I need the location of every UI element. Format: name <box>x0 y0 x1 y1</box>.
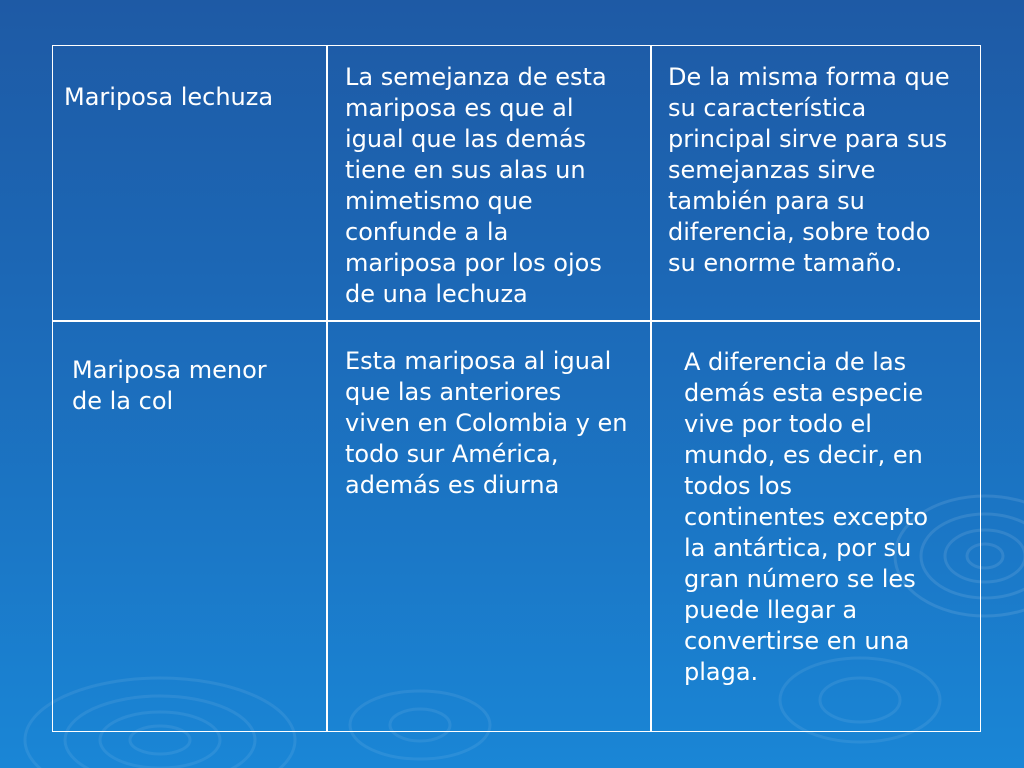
text-line: su característica <box>668 94 867 122</box>
cell-difference <box>651 46 980 321</box>
species-name-text <box>72 355 267 417</box>
text-line: su enorme tamaño. <box>668 249 903 277</box>
text-line: de una lechuza <box>345 280 528 308</box>
cell-similarity <box>327 46 651 321</box>
text-line: mariposa es que al <box>345 94 574 122</box>
text-line: confunde a la <box>345 218 509 246</box>
text-line: además es diurna <box>345 471 560 499</box>
text-line: también para su <box>668 187 865 215</box>
cell-similarity <box>327 321 651 730</box>
cell-difference <box>651 321 980 730</box>
text-line: De la misma forma que <box>668 63 950 91</box>
text-line: mimetismo que <box>345 187 533 215</box>
text-line: viven en Colombia y en <box>345 409 628 437</box>
table-row <box>53 46 980 321</box>
text-line: principal sirve para sus <box>668 125 948 153</box>
text-line: tiene en sus alas un <box>345 156 586 184</box>
text-line: La semejanza de esta <box>345 63 607 91</box>
text-line: que las anteriores <box>345 378 562 406</box>
text-line: la antártica, por su <box>684 534 912 562</box>
text-line: diferencia, sobre todo <box>668 218 931 246</box>
text-line: Mariposa menor <box>72 356 267 384</box>
similarity-text <box>345 62 607 310</box>
text-line: semejanzas sirve <box>668 156 876 184</box>
text-line: demás esta especie <box>684 379 924 407</box>
text-line: convertirse en una <box>684 627 910 655</box>
species-name-text <box>64 82 273 113</box>
text-line: de la col <box>72 387 174 415</box>
difference-text <box>684 347 928 688</box>
difference-text <box>668 62 950 279</box>
text-line: todo sur América, <box>345 440 559 468</box>
text-line: vive por todo el <box>684 410 872 438</box>
text-line: mundo, es decir, en <box>684 441 923 469</box>
text-line: plaga. <box>684 658 759 686</box>
table-row <box>53 321 980 730</box>
comparison-table <box>52 45 981 732</box>
text-line: igual que las demás <box>345 125 587 153</box>
text-line: todos los <box>684 472 792 500</box>
cell-species-name <box>53 46 327 321</box>
text-line: mariposa por los ojos <box>345 249 602 277</box>
text-line: Mariposa lechuza <box>64 83 274 111</box>
text-line: gran número se les <box>684 565 916 593</box>
text-line: A diferencia de las <box>684 348 907 376</box>
cell-species-name <box>53 321 327 730</box>
text-line: puede llegar a <box>684 596 858 624</box>
text-line: continentes excepto <box>684 503 929 531</box>
text-line: Esta mariposa al igual <box>345 347 612 375</box>
similarity-text <box>345 346 628 501</box>
